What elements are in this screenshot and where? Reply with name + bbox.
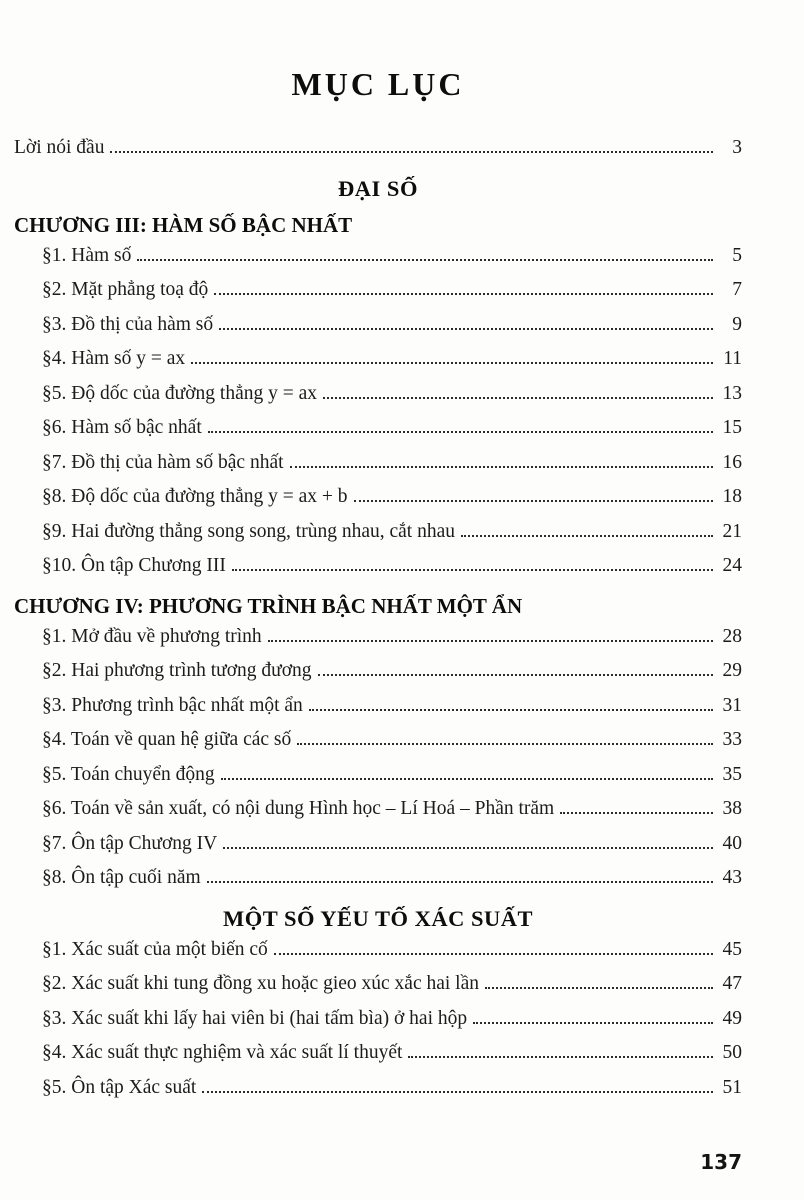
toc-chapter-heading: CHƯƠNG IV: PHƯƠNG TRÌNH BẬC NHẤT MỘT ẨN [14, 593, 523, 618]
toc-entry [14, 452, 742, 487]
toc-entry [14, 348, 742, 383]
toc-leader-dots [207, 881, 713, 883]
toc-leader-dots [208, 431, 713, 433]
toc-entry [14, 973, 742, 1008]
toc-leader-dots [560, 812, 713, 814]
toc-leader-dots [309, 709, 713, 711]
toc-entry-label: §7. Ôn tập Chương IV [42, 832, 218, 854]
toc-leader-dots [137, 259, 713, 261]
toc-list [14, 137, 742, 1111]
toc-entry-page: 38 [722, 798, 742, 819]
toc-entry-label: §2. Xác suất khi tung đồng xu hoặc gieo xúc xắc hai lần [42, 973, 480, 994]
toc-entry-label: §7. Đồ thị của hàm số bậc nhất [42, 451, 284, 473]
toc-entry-page: 11 [723, 348, 742, 369]
toc-entry-label: §6. Hàm số bậc nhất [42, 417, 202, 438]
toc-entry-page: 40 [722, 832, 742, 854]
toc-entry-page: 31 [722, 694, 742, 716]
toc-entry [14, 383, 742, 418]
toc-entry-page: 49 [722, 1007, 742, 1029]
toc-leader-dots [221, 778, 713, 780]
toc-entry-label: §6. Toán về sản xuất, có nội dung Hình học – Lí Hoá – Phần trăm [42, 798, 555, 819]
toc-entry-page: 9 [732, 313, 742, 335]
toc-entry-label: §5. Độ dốc của đường thẳng y = ax [42, 382, 318, 404]
toc-entry [14, 137, 742, 172]
toc-leader-dots [323, 397, 713, 399]
toc-entry [14, 939, 742, 974]
toc-entry [14, 764, 742, 799]
toc-leader-dots [219, 328, 713, 330]
toc-entry-label: §4. Xác suất thực nghiệm và xác suất lí thuyết [42, 1042, 403, 1063]
toc-entry-page: 43 [722, 867, 742, 888]
toc-entry-page: 47 [722, 973, 742, 994]
toc-leader-dots [354, 500, 713, 502]
toc-leader-dots [274, 953, 713, 955]
toc-entry [14, 695, 742, 730]
toc-entry [14, 867, 742, 902]
toc-entry-label: §3. Xác suất khi lấy hai viên bi (hai tấm bìa) ở hai hộp [42, 1007, 468, 1029]
toc-entry-page: 50 [722, 1042, 742, 1063]
toc-leader-dots [408, 1056, 713, 1058]
toc-leader-dots [202, 1091, 713, 1093]
toc-entry [14, 245, 742, 280]
toc-leader-dots [268, 640, 713, 642]
toc-entry-label: Lời nói đầu [14, 137, 105, 158]
toc-entry [14, 555, 742, 590]
toc-entry [14, 729, 742, 764]
toc-entry-label: §2. Mặt phẳng toạ độ [42, 279, 209, 300]
toc-leader-dots [461, 535, 713, 537]
toc-entry-label: §4. Hàm số y = ax [42, 348, 186, 369]
toc-entry-label: §1. Mở đầu về phương trình [42, 625, 262, 647]
toc-leader-dots [110, 151, 713, 153]
toc-entry [14, 1008, 742, 1043]
toc-leader-dots [318, 674, 713, 676]
toc-entry [14, 279, 742, 314]
toc-section-heading: MỘT SỐ YẾU TỐ XÁC SUẤT [222, 905, 533, 931]
toc-entry-page: 3 [732, 137, 742, 158]
toc-leader-dots [473, 1022, 713, 1024]
toc-leader-dots [290, 466, 713, 468]
toc-entry [14, 798, 742, 833]
toc-entry-page: 5 [732, 244, 742, 266]
toc-section-heading: ĐẠI SỐ [338, 175, 418, 201]
page-number: 137 [700, 1150, 742, 1174]
toc-entry [14, 314, 742, 349]
toc-chapter-heading: CHƯƠNG III: HÀM SỐ BẬC NHẤT [14, 212, 353, 237]
toc-entry [14, 417, 742, 452]
toc-entry-label: §10. Ôn tập Chương III [42, 555, 226, 576]
toc-entry-label: §8. Ôn tập cuối năm [42, 867, 201, 888]
toc-entry [14, 486, 742, 521]
toc-leader-dots [223, 847, 713, 849]
toc-entry-page: 13 [722, 382, 742, 404]
toc-entry-label: §1. Xác suất của một biến cố [42, 938, 268, 960]
toc-leader-dots [191, 362, 713, 364]
toc-entry-label: §2. Hai phương trình tương đương [42, 660, 312, 681]
toc-entry-page: 7 [732, 279, 742, 300]
toc-entry-label: §4. Toán về quan hệ giữa các số [42, 729, 292, 750]
toc-entry-page: 28 [722, 625, 742, 647]
toc-leader-dots [214, 293, 713, 295]
toc-entry-page: 16 [722, 451, 742, 473]
toc-entry-label: §1. Hàm số [42, 244, 132, 266]
toc-entry [14, 833, 742, 868]
toc-entry [14, 1042, 742, 1077]
toc-entry-page: 29 [722, 660, 742, 681]
toc-entry-page: 35 [722, 763, 742, 785]
toc-entry-label: §9. Hai đường thẳng song song, trùng nhau, cắt nhau [42, 520, 455, 542]
toc-entry-page: 24 [722, 555, 742, 576]
toc-entry-label: §3. Phương trình bậc nhất một ẩn [42, 694, 303, 716]
page-title: MỤC LỤC [291, 66, 465, 102]
toc-entry-page: 18 [722, 486, 742, 507]
toc-entry [14, 626, 742, 661]
toc-entry-page: 51 [722, 1076, 742, 1098]
toc-entry [14, 521, 742, 556]
toc-entry-page: 33 [722, 729, 742, 750]
toc-entry-page: 21 [722, 520, 742, 542]
toc-entry-label: §3. Đồ thị của hàm số [42, 313, 214, 335]
toc-entry-label: §5. Ôn tập Xác suất [42, 1076, 197, 1098]
toc-entry-label: §5. Toán chuyển động [42, 763, 215, 785]
toc-entry [14, 660, 742, 695]
toc-entry-label: §8. Độ dốc của đường thẳng y = ax + b [42, 486, 348, 507]
toc-entry-page: 45 [722, 938, 742, 960]
toc-entry-page: 15 [722, 417, 742, 438]
toc-leader-dots [485, 987, 713, 989]
toc-leader-dots [232, 569, 713, 571]
toc-entry [14, 1077, 742, 1112]
toc-leader-dots [297, 743, 713, 745]
